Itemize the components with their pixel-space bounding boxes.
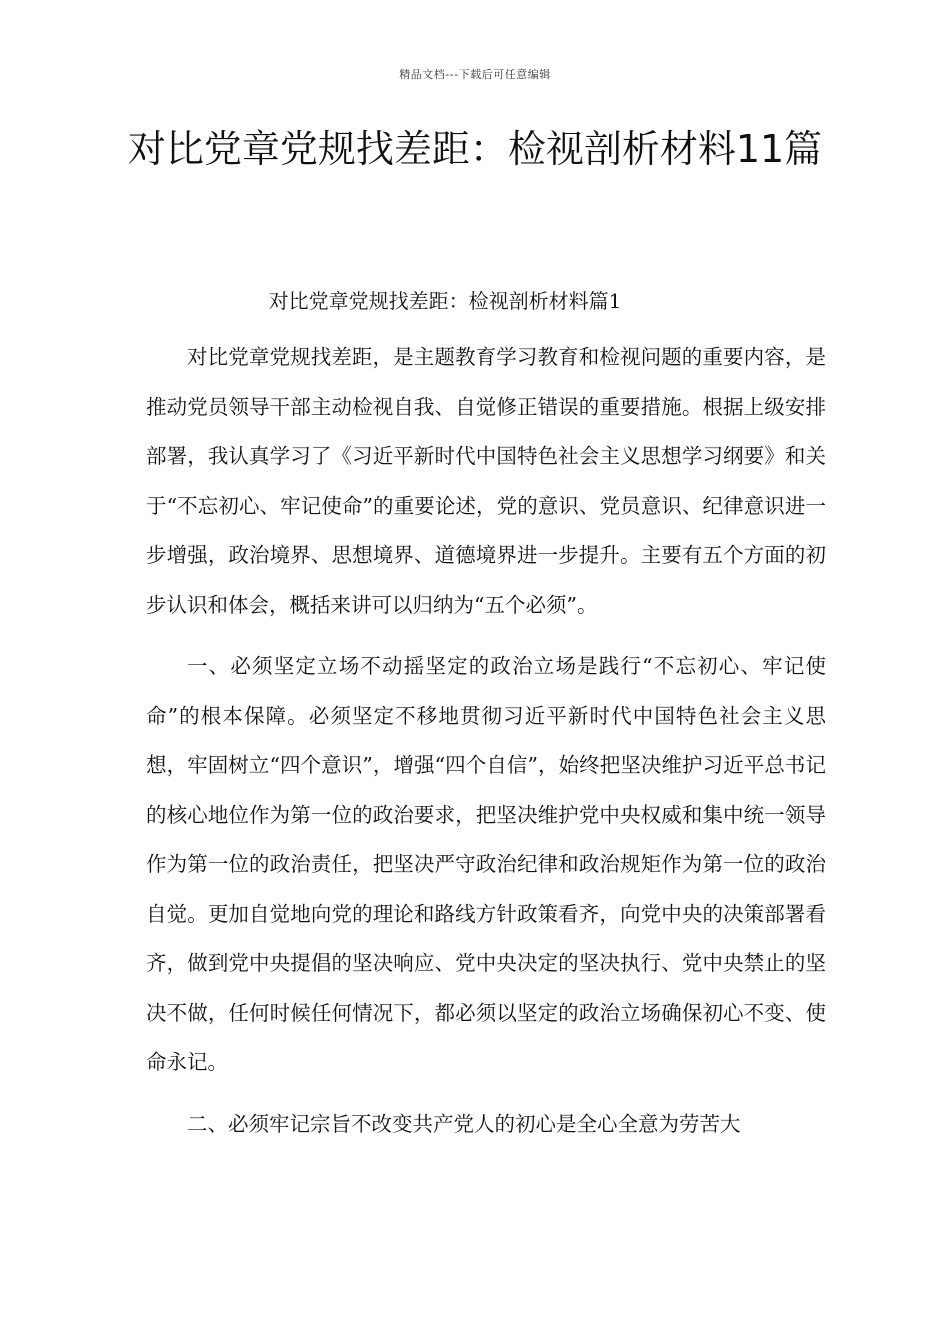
paragraph-1: 对比党章党规找差距，是主题教育学习教育和检视问题的重要内容，是推动党员领导干部主动检视自我、自觉修正错误的重要措施。根据上级安排部署，我认真学习了《习近平新时代中国特色社会主义思想学习纲要》和关于“不忘初心、牢记使命”的重要论述，党的意识、党员意识、纪律意识进一步增强，政治境界、思想境界、道德境界进一步提升。主要有五个方面的初步认识和体会，概括来讲可以归纳为“五个必须”。 [146, 345, 826, 617]
header-note: 精品文档---下载后可任意编辑 [399, 68, 551, 81]
paragraph-2: 一、必须坚定立场不动摇坚定的政治立场是践行“不忘初心、牢记使命”的根本保障。必须坚定不移地贯彻习近平新时代中国特色社会主义思想，牢固树立“四个意识”，增强“四个自信”，始终把坚决维护习近平总书记的核心地位作为第一位的政治要求，把坚决维护党中央权威和集中统一领导作为第一位的政治责任，把坚决严守政治纪律和政治规矩作为第一位的政治自觉。更加自觉地向党的理论和路线方针政策看齐，向党中央的决策部署看齐，做到党中央提倡的坚决响应、党中央决定的坚决执行、党中央禁止的坚决不做，任何时候任何情况下，都必须以坚定的政治立场确保初心不变、使命永记。 [146, 654, 826, 1074]
paragraph-3: 二、必须牢记宗旨不改变共产党人的初心是全心全意为劳苦大 [187, 1111, 741, 1136]
document-body [146, 333, 826, 1161]
section-title: 对比党章党规找差距：检视剖析材料篇1 [268, 289, 622, 313]
document-title: 对比党章党规找差距：检视剖析材料11篇 [127, 127, 823, 171]
